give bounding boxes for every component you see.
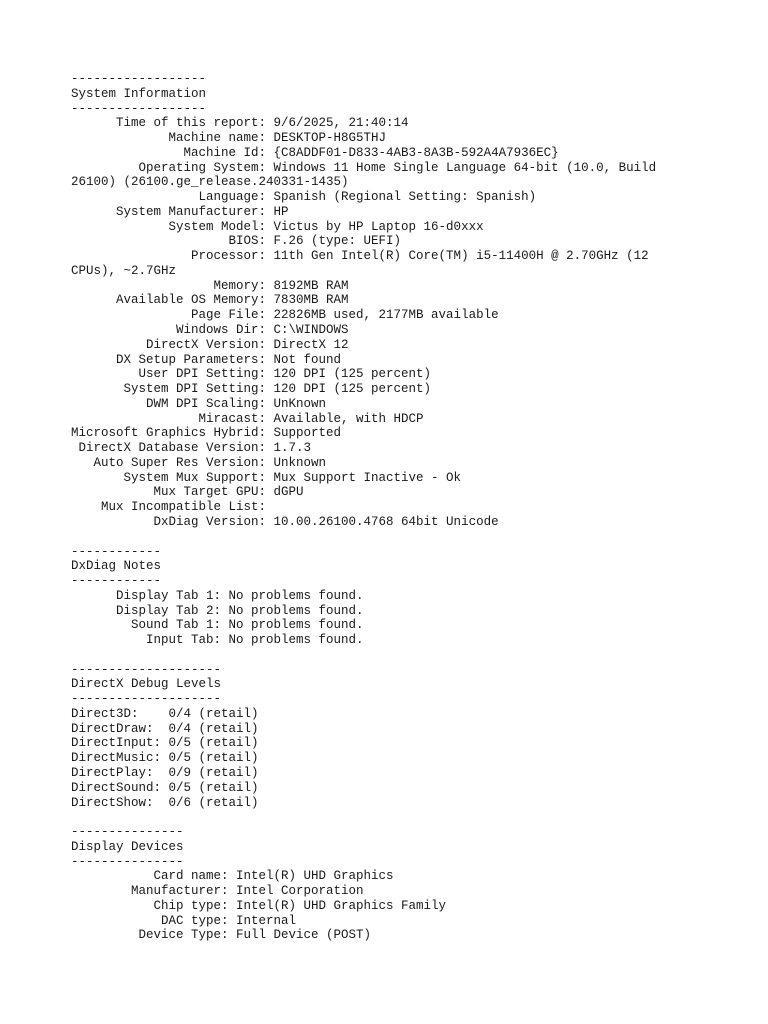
report-line: User DPI Setting: 120 DPI (125 percent) bbox=[71, 367, 432, 382]
report-line: DirectX Version: DirectX 12 bbox=[71, 337, 349, 352]
report-line: System DPI Setting: 120 DPI (125 percent) bbox=[71, 382, 432, 397]
report-line: Miracast: Available, with HDCP bbox=[71, 411, 424, 426]
report-line: Card name: Intel(R) UHD Graphics bbox=[71, 869, 394, 884]
report-line: BIOS: F.26 (type: UEFI) bbox=[71, 234, 402, 249]
report-line: DirectSound: 0/5 (retail) bbox=[71, 780, 259, 795]
report-line: DirectInput: 0/5 (retail) bbox=[71, 736, 259, 751]
report-line: Manufacturer: Intel Corporation bbox=[71, 884, 364, 899]
report-line: Page File: 22826MB used, 2177MB available bbox=[71, 308, 499, 323]
report-line: System Mux Support: Mux Support Inactive - Ok bbox=[71, 470, 462, 485]
report-line: DX Setup Parameters: Not found bbox=[71, 352, 342, 367]
section-rule-bottom: --------------- bbox=[71, 854, 184, 869]
section-rule-bottom: -------------------- bbox=[71, 692, 222, 707]
report-line: Time of this report: 9/6/2025, 21:40:14 bbox=[71, 116, 409, 131]
report-line: Language: Spanish (Regional Setting: Spanish) bbox=[71, 190, 537, 205]
report-line: Chip type: Intel(R) UHD Graphics Family bbox=[71, 898, 447, 913]
section-directx-debug-levels bbox=[71, 663, 761, 811]
report-line: Processor: 11th Gen Intel(R) Core(TM) i5-11400H @ 2.70GHz (12 bbox=[71, 249, 649, 264]
report-line: 26100) (26100.ge_release.240331-1435) bbox=[71, 175, 349, 190]
report-line: DWM DPI Scaling: UnKnown bbox=[71, 396, 327, 411]
report-line: Microsoft Graphics Hybrid: Supported bbox=[71, 426, 342, 441]
blank-line bbox=[71, 810, 761, 825]
section-title: Display Devices bbox=[71, 839, 184, 854]
report-line: DirectX Database Version: 1.7.3 bbox=[71, 441, 312, 456]
section-rule-bottom: ------------ bbox=[71, 574, 162, 589]
dxdiag-report bbox=[71, 72, 761, 943]
section-title: DirectX Debug Levels bbox=[71, 677, 222, 692]
report-line: Mux Incompatible List: bbox=[71, 500, 274, 515]
report-line: Memory: 8192MB RAM bbox=[71, 278, 349, 293]
blank-line bbox=[71, 530, 761, 545]
report-line: Direct3D: 0/4 (retail) bbox=[71, 706, 259, 721]
report-line: DirectMusic: 0/5 (retail) bbox=[71, 751, 259, 766]
section-title: DxDiag Notes bbox=[71, 559, 162, 574]
report-line: Operating System: Windows 11 Home Single Language 64-bit (10.0, Build bbox=[71, 160, 657, 175]
report-line: DirectPlay: 0/9 (retail) bbox=[71, 765, 259, 780]
report-line: DirectDraw: 0/4 (retail) bbox=[71, 721, 259, 736]
report-line: Device Type: Full Device (POST) bbox=[71, 928, 372, 943]
section-rule-top: --------------- bbox=[71, 825, 184, 840]
section-system-information bbox=[71, 72, 761, 530]
report-line: Display Tab 1: No problems found. bbox=[71, 588, 364, 603]
report-line: DirectShow: 0/6 (retail) bbox=[71, 795, 259, 810]
section-rule-top: ------------------ bbox=[71, 72, 207, 86]
section-dxdiag-notes bbox=[71, 545, 761, 648]
report-line: System Manufacturer: HP bbox=[71, 204, 289, 219]
report-line: Display Tab 2: No problems found. bbox=[71, 603, 364, 618]
section-rule-top: -------------------- bbox=[71, 662, 222, 677]
section-display-devices bbox=[71, 825, 761, 943]
section-rule-top: ------------ bbox=[71, 544, 162, 559]
section-rule-bottom: ------------------ bbox=[71, 101, 207, 116]
report-line: DAC type: Internal bbox=[71, 913, 297, 928]
report-line: Windows Dir: C:\WINDOWS bbox=[71, 323, 349, 338]
blank-line bbox=[71, 648, 761, 663]
report-line: DxDiag Version: 10.00.26100.4768 64bit Unicode bbox=[71, 514, 499, 529]
report-line: Mux Target GPU: dGPU bbox=[71, 485, 304, 500]
section-title: System Information bbox=[71, 86, 207, 101]
report-line: Machine Id: {C8ADDF01-D833-4AB3-8A3B-592A4A7936EC} bbox=[71, 145, 559, 160]
report-line: CPUs), ~2.7GHz bbox=[71, 263, 177, 278]
report-line: Available OS Memory: 7830MB RAM bbox=[71, 293, 349, 308]
report-line: Machine name: DESKTOP-H8G5THJ bbox=[71, 131, 387, 146]
report-line: Sound Tab 1: No problems found. bbox=[71, 618, 364, 633]
report-line: Auto Super Res Version: Unknown bbox=[71, 455, 327, 470]
report-line: System Model: Victus by HP Laptop 16-d0xxx bbox=[71, 219, 484, 234]
report-line: Input Tab: No problems found. bbox=[71, 633, 364, 648]
